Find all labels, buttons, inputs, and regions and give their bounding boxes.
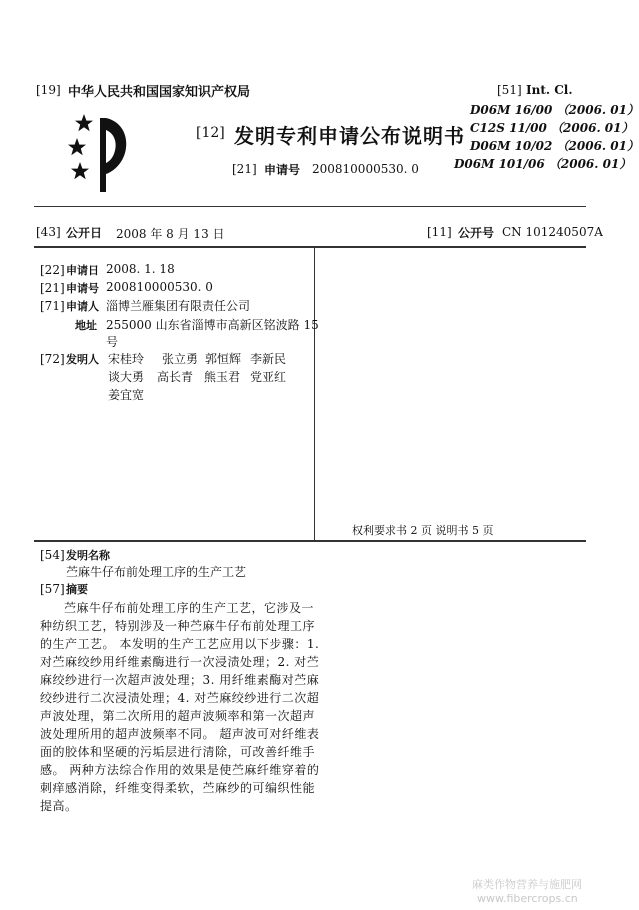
app-no-code: [21] bbox=[232, 162, 257, 176]
biblio-bottom-rule bbox=[34, 540, 586, 542]
office-code: [19] bbox=[36, 83, 61, 97]
pub-no-label: 公开号 bbox=[458, 226, 495, 240]
invention-name-label: 发明名称 bbox=[66, 549, 110, 562]
abstract-line: 对苎麻绞纱用纤维素酶进行一次浸渍处理；2. 对苎 bbox=[40, 655, 320, 669]
app-no-value: 200810000530. 0 bbox=[312, 162, 419, 176]
inventor-label: 发明人 bbox=[66, 353, 99, 366]
pub-date-value: 2008 年 8 月 13 日 bbox=[116, 227, 225, 241]
inventor-name: 谈大勇 bbox=[108, 370, 145, 384]
abstract-line: 波处理所用的超声波频率不同。 超声波可对纤维表 bbox=[40, 727, 320, 741]
abstract-line: 种纺织工艺，特别涉及一种苎麻牛仔布前处理工序 bbox=[40, 619, 316, 633]
abstract-line: 面的胶体和坚硬的污垢层进行清除，可改善纤维手 bbox=[40, 745, 316, 759]
abstract-line: 感。 两种方法综合作用的效果是使苎麻纤维穿着的 bbox=[40, 763, 320, 777]
pub-date-label: 公开日 bbox=[66, 226, 103, 240]
appno-label: 申请号 bbox=[66, 282, 99, 295]
pub-no-code: [11] bbox=[427, 225, 452, 239]
pub-no-value: CN 101240507A bbox=[502, 225, 603, 239]
inventor-name: 姜宜宽 bbox=[108, 388, 145, 402]
invention-name: 苎麻牛仔布前处理工序的生产工艺 bbox=[66, 565, 247, 579]
inventor-name: 熊玉君 bbox=[204, 370, 241, 384]
abstract-line: 提高。 bbox=[40, 799, 78, 813]
abstract-line: 麻绞纱进行一次超声波处理；3. 用纤维素酶对苎麻 bbox=[40, 673, 320, 687]
appno-value: 200810000530. 0 bbox=[106, 280, 213, 294]
inventor-name: 宋桂玲 bbox=[108, 352, 145, 366]
filing-label: 申请日 bbox=[66, 264, 99, 277]
appno-code: [21] bbox=[40, 281, 65, 295]
inventor-name: 党亚红 bbox=[250, 370, 287, 384]
header-divider bbox=[34, 206, 586, 207]
filing-code: [22] bbox=[40, 263, 65, 277]
applicant-code: [71] bbox=[40, 299, 65, 313]
classification-3: D06M 10/02 （2006. 01） bbox=[470, 139, 639, 153]
abstract-line: 刺痒感消除，纤维变得柔软，苎麻纱的可编织性能 bbox=[40, 781, 316, 795]
inventor-name: 李新民 bbox=[250, 352, 287, 366]
patent-office-emblem bbox=[66, 112, 132, 194]
biblio-top-rule bbox=[34, 246, 586, 248]
abstract-code: [57] bbox=[40, 582, 65, 596]
address-label: 地址 bbox=[75, 319, 97, 332]
inventor-name: 张立勇 bbox=[162, 352, 199, 366]
abstract-line: 的生产工艺。 本发明的生产工艺应用以下步骤：1. bbox=[40, 637, 320, 651]
watermark-site-name: 麻类作物营养与施肥网 bbox=[472, 878, 582, 891]
intcl-label: Int. Cl. bbox=[526, 83, 573, 97]
applicant-value: 淄博兰雁集团有限责任公司 bbox=[106, 299, 251, 313]
classification-4: D06M 101/06 （2006. 01） bbox=[454, 157, 632, 171]
abstract-label: 摘要 bbox=[66, 583, 88, 596]
app-no-label: 申请号 bbox=[264, 163, 301, 177]
watermark-url: www.fibercrops.cn bbox=[477, 892, 578, 905]
classification-2: C12S 11/00 （2006. 01） bbox=[470, 121, 634, 135]
intcl-code: [51] bbox=[497, 83, 522, 97]
address-line-2: 号 bbox=[106, 335, 119, 349]
inventor-code: [72] bbox=[40, 352, 65, 366]
invention-name-code: [54] bbox=[40, 548, 65, 562]
classification-1: D06M 16/00 （2006. 01） bbox=[470, 103, 639, 117]
filing-date: 2008. 1. 18 bbox=[106, 262, 175, 276]
abstract-line: 声波处理，第二次所用的超声波频率和第一次超声 bbox=[40, 709, 316, 723]
inventor-name: 高长青 bbox=[157, 370, 194, 384]
abstract-line: 绞纱进行二次浸渍处理；4. 对苎麻绞纱进行二次超 bbox=[40, 691, 320, 705]
pub-date-code: [43] bbox=[36, 225, 61, 239]
doc-code: [12] bbox=[196, 125, 225, 141]
pages-note: 权利要求书 2 页 说明书 5 页 bbox=[352, 524, 494, 537]
abstract-line: 苎麻牛仔布前处理工序的生产工艺，它涉及一 bbox=[64, 601, 315, 615]
doc-title: 发明专利申请公布说明书 bbox=[234, 124, 465, 148]
inventor-name: 郭恒辉 bbox=[205, 352, 242, 366]
address-line-1: 255000 山东省淄博市高新区铭波路 15 bbox=[106, 318, 319, 332]
applicant-label: 申请人 bbox=[66, 300, 99, 313]
biblio-column-divider bbox=[314, 248, 315, 540]
office-name: 中华人民共和国国家知识产权局 bbox=[68, 85, 251, 100]
